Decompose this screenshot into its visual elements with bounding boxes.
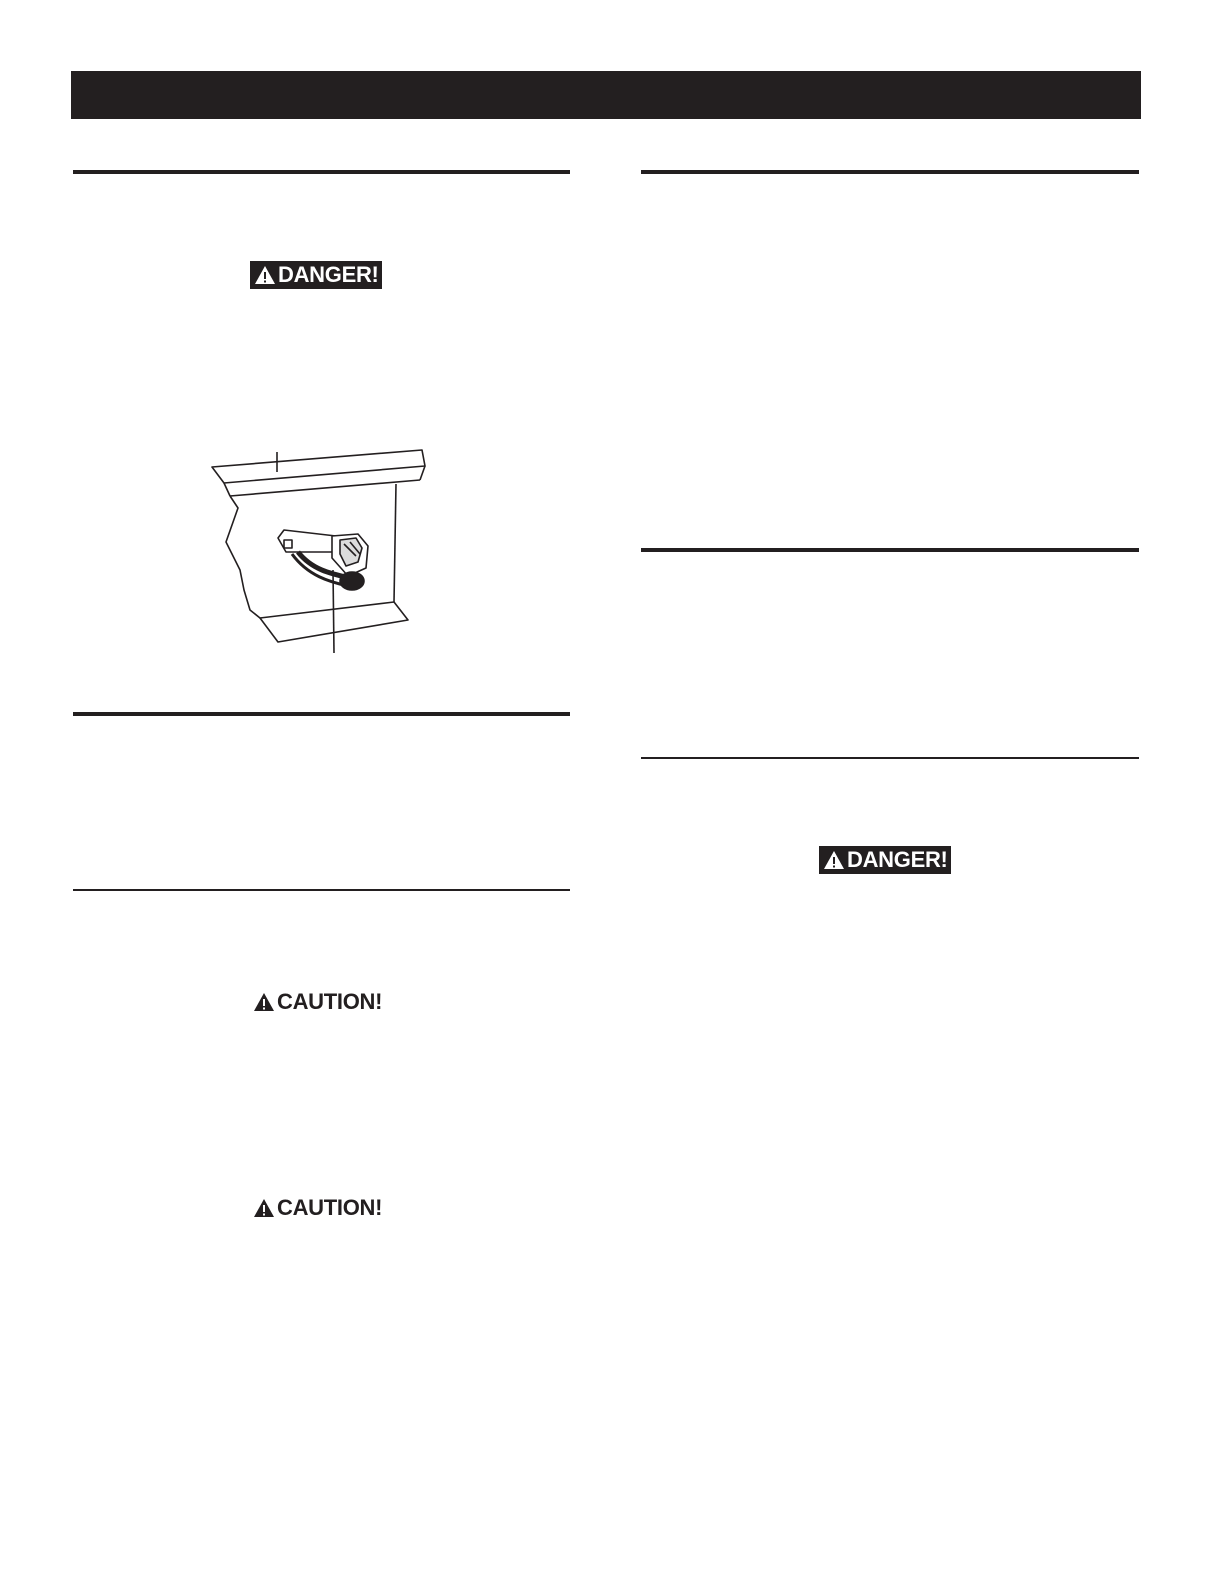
danger-badge xyxy=(819,846,951,874)
warning-triangle-icon xyxy=(823,850,845,870)
caution-badge xyxy=(250,988,385,1016)
caution-label: CAUTION! xyxy=(277,989,383,1014)
section-rule xyxy=(641,170,1139,174)
danger-badge xyxy=(250,261,382,289)
danger-label: DANGER! xyxy=(278,262,379,287)
danger-label: DANGER! xyxy=(847,847,948,872)
section-rule xyxy=(73,712,570,716)
caution-label: CAUTION! xyxy=(277,1195,383,1220)
subsection-rule xyxy=(73,889,570,891)
subsection-rule xyxy=(641,757,1139,759)
section-rule xyxy=(641,548,1139,552)
warning-triangle-icon xyxy=(254,265,276,285)
section-rule xyxy=(73,170,570,174)
switch-illustration xyxy=(200,440,440,660)
caution-badge xyxy=(250,1194,385,1222)
warning-triangle-icon xyxy=(253,992,275,1012)
header-bar xyxy=(71,71,1141,119)
warning-triangle-icon xyxy=(253,1198,275,1218)
